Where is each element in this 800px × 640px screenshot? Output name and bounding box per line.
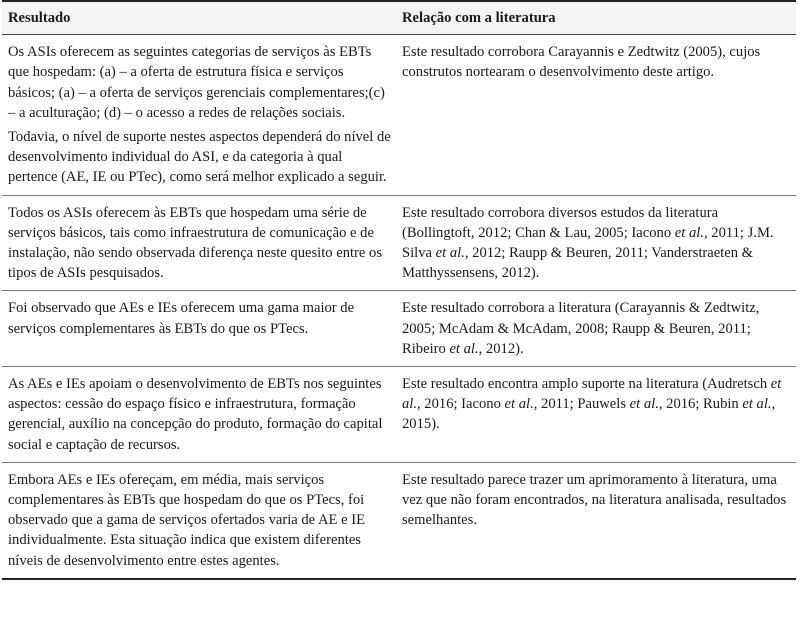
literatura-cell <box>396 35 796 195</box>
table-row <box>2 367 796 463</box>
resultado-paragraph: Os ASIs oferecem as seguintes categorias de serviços às EBTs que hospedam: (a) – a oferta de estrutura física e serviços básicos; (a) – a oferta de serviços gerenciais complementares;(c) – a aculturação; (d) – o acesso a redes de relações sociais. <box>8 44 385 121</box>
table-row <box>2 35 796 195</box>
literatura-text: Este resultado parece trazer um aprimoramento à literatura, uma vez que não foram encontrados, na literatura analisada, resultados semelhantes. <box>402 471 787 529</box>
literatura-text: , 2015). <box>402 396 776 433</box>
citation-etal: et al. <box>402 376 782 413</box>
literatura-text: Este resultado corrobora Carayannis e Zedtwitz (2005), cujos construtos nortearam o desenvolvimento deste artigo. <box>402 44 761 81</box>
citation-etal: et al. <box>674 224 704 241</box>
literatura-cell <box>396 195 796 291</box>
resultado-cell <box>2 195 396 291</box>
resultado-cell <box>2 35 396 195</box>
citation-etal: et al. <box>435 245 465 262</box>
literatura-cell <box>396 462 796 579</box>
header-resultado: Resultado <box>2 1 396 35</box>
literatura-text: , 2016; Rubin <box>658 396 743 413</box>
literatura-paragraph <box>402 203 792 284</box>
literatura-text: , 2016; Iacono <box>417 396 505 413</box>
resultado-paragraph: Embora AEs e IEs ofereçam, em média, mais serviços complementares às EBTs que hospedam do que os PTecs, foi observado que a gama de serviços ofertados varia de AE e IE individualmente. Esta situação indica que existem diferentes níveis de desenvolvimento entre estes agentes. <box>8 471 365 569</box>
literatura-paragraph <box>402 374 792 435</box>
resultado-paragraph: Todos os ASIs oferecem às EBTs que hospedam uma série de serviços básicos, tais como infraestrutura de comunicação e de instalação, não sendo observada diferença neste quesito entre os tipos de ASIs pesquisados. <box>8 204 383 282</box>
literatura-text: Este resultado corrobora diversos estudos da literatura (Bollingtoft, 2012; Chan & Lau, 2005; Iacono <box>402 204 719 241</box>
literatura-text: , 2012; Raupp & Beuren, 2011; Vanderstraeten & Matthyssensens, 2012). <box>402 245 754 282</box>
literatura-text: , 2011; Pauwels <box>533 396 630 413</box>
literatura-paragraph <box>402 470 792 531</box>
literatura-paragraph <box>402 298 792 359</box>
literatura-text: , 2011; J.M. Silva <box>402 224 774 262</box>
literatura-text: , 2012). <box>478 340 524 357</box>
table-row <box>2 195 796 291</box>
literatura-text: Este resultado encontra amplo suporte na literatura (Audretsch <box>402 376 771 393</box>
literatura-cell <box>396 291 796 367</box>
results-table <box>2 0 796 580</box>
citation-etal: et al. <box>629 396 659 413</box>
citation-etal: et al. <box>504 396 534 413</box>
resultado-cell <box>2 291 396 367</box>
header-literatura: Relação com a literatura <box>396 1 796 35</box>
resultado-paragraph: Todavia, o nível de suporte nestes aspectos dependerá do nível de desenvolvimento individual do ASI, e da categoria à qual pertence (AE, IE ou PTec), como será melhor explicado a seguir. <box>8 129 391 186</box>
resultado-paragraph: Foi observado que AEs e IEs oferecem uma gama maior de serviços complementares às EBTs do que os PTecs. <box>8 300 355 337</box>
literatura-paragraph <box>402 42 792 82</box>
resultado-paragraph: As AEs e IEs apoiam o desenvolvimento de EBTs nos seguintes aspectos: cessão do espaço físico e infraestrutura, formação gerencial, auxílio na concepção do produto, formação do capital social e captação de recursos. <box>8 376 383 453</box>
header-row <box>2 1 796 35</box>
literatura-cell <box>396 367 796 463</box>
resultado-cell <box>2 367 396 463</box>
resultado-cell <box>2 462 396 579</box>
table-row <box>2 291 796 367</box>
citation-etal: et al. <box>449 340 479 357</box>
table-row <box>2 462 796 579</box>
table-body <box>2 35 796 579</box>
literatura-text: Este resultado corrobora a literatura (Carayannis & Zedtwitz, 2005; McAdam & McAdam, 2008; Raupp & Beuren, 2011; Ribeiro <box>402 300 760 357</box>
citation-etal: et al. <box>742 396 772 413</box>
